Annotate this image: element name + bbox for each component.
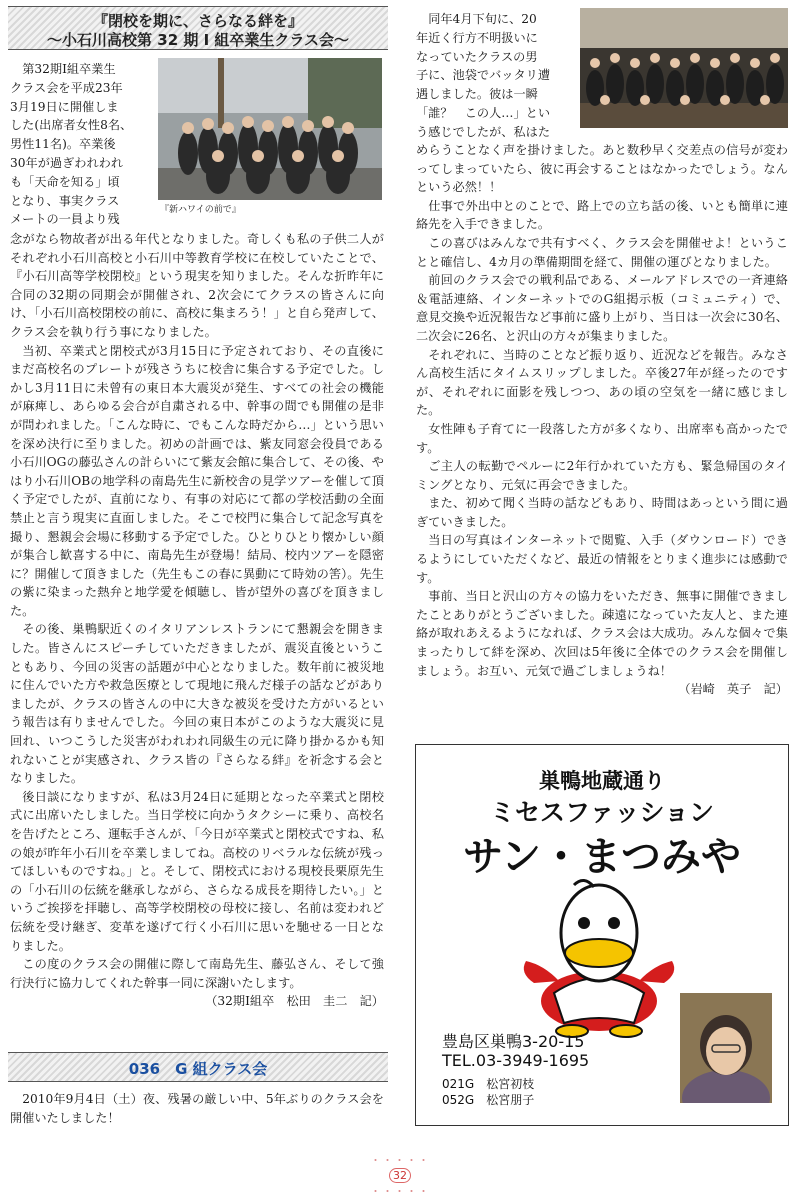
body-paragraph: その後、巣鴨駅近くのイタリアンレストランにて懇親会を開きました。皆さんにスピーチしていただきましたが、震災直後ということもあり、今回の災害の話題が中心となりました。数年前に被災地に住んでいた方や救急医療として現地に飛んだ様子の話などがありましたが、クラスの皆さんの中に大きな被災を受けた方がいるという報告は有りませんでした。今回の東日本がこのような大震災に見回れ、いつこうした災害がわれわれ同級生の元に降り掛かるかも知れないことが実感され、クラス皆の『さらなる絆』を祈念する会となりました。 — [10, 622, 384, 786]
intro-line: なっていたクラスの男 — [416, 49, 538, 64]
intro-line: となり、事実クラス — [10, 193, 120, 208]
portrait-illustration — [680, 993, 772, 1103]
intro-line: 3月19日に開催しま — [10, 99, 119, 114]
intro-line: 遇しました。彼は一瞬 — [416, 87, 538, 102]
body-paragraph: ご主人の転勤でペルーに2年行かれていた方も、緊急帰国のタイミングとなり、元気に再会できました。 — [416, 459, 788, 492]
intro-line: 30年が過ぎわれわれ — [10, 155, 124, 170]
article1-signature: （32期I組卒 松田 圭二 記） — [205, 994, 384, 1009]
owner-portrait — [680, 993, 772, 1103]
body-paragraph: 念がなら物故者が出る年代となりました。奇しくも私の子供二人がそれぞれ小石川高校と小石川中等教育学校に在校していたことで、『小石川高等学校閉校』という現実を知りました。そんな折昨年に合同の32期の同期会が開催され、2次会にてクラスの皆さんに向け、「小石川高校閉校の前に、高校に集まろう！」と自ら発声して、クラス会を執り行う事になりました。 — [10, 232, 384, 339]
shop-advertisement — [415, 744, 789, 1126]
article-title-line1: 『閉校を期に、さらなる絆を』 — [92, 12, 303, 30]
intro-line: 男性11名)。卒業後 — [10, 137, 116, 152]
article1-body — [10, 230, 384, 1011]
body-paragraph: 当初、卒業式と閉校式が3月15日に予定されており、その直後にまだ高校名のプレートが残さうちに校舎に集合する予定でした。しかし3月11日に未曾有の東日本大震災が発生、すべての社会の機能が麻痺し、あらゆる会合が自粛される中、幹事の間でも開催の是非が問われました。「こんな時に、でもこんな時だから…」という思いを深め決行に至りました。初めの計画では、紫友同窓会役員である小石川OGの藤弘さんの計らいにて紫友会館に集合して、その後、やはり小石川OBの地学科の南島先生に新校舎の見学ツアーを催して頂く予定でしたが、直前になり、有事の対応にて都の学校活動の全面禁止と言う現実に直面しました。そこで校門に集合して記念写真を撮り、懇親会会場に移動する予定でした。ひとりひとり懐かしい顔が集合し歓喜する中に、南島先生が登場！結局、校内ツアーを隠密に？開催して頂きました（先生もこの春に異動にて時効の筈）。先生の紫に染まった熱弁と地学愛を傾聴し、皆が望外の喜びを頂きました。 — [10, 343, 384, 618]
intro-line: う感じでしたが、私はた — [416, 124, 551, 139]
intro-line: 「誰？ この人…」とい — [416, 105, 551, 120]
group-photo-illustration — [158, 58, 382, 200]
intro-line: も「天命を知る」頃 — [10, 174, 120, 189]
article1-intro — [10, 60, 156, 229]
body-paragraph: 前回のクラス会での戦利品である、メールアドレスでの一斉連絡＆電話連絡、インターネットでのG組掲示板（コミュニティ）で、意見交換や近況報告など事前に盛り上がり、当日は一次会に30名、二次会に26名、と沢山の方々が集まりました。 — [416, 273, 788, 343]
photo-caption: 『新ハワイの前で』 — [160, 205, 241, 215]
body-paragraph: それぞれに、当時のことなど振り返り、近況などを報告。みなさん高校生活にタイムスリップしました。卒後27年が経ったのですが、それぞれに面影を残しつつ、あの頃の空気を一緒に感じました。 — [416, 347, 788, 418]
intro-line: 年近く行方不明扱いに — [416, 30, 538, 45]
article-title-line2: ～小石川高校第 32 期 I 組卒業生クラス会～ — [47, 31, 349, 49]
page-number: ・・・・・32・・・・・ — [370, 1154, 430, 1198]
body-paragraph: この喜びはみんなで共有すべく、クラス会を開催せよ！ということと確信し、4カ月の準備期間を経て、開催の運びとなりました。 — [416, 235, 788, 269]
ad-contact: 052G 松宮朋子 — [442, 1093, 535, 1107]
section-title-box — [8, 1052, 388, 1082]
ad-street-name: 巣鴨地蔵通り — [539, 769, 665, 793]
intro-line: 同年4月下旬に、20 — [428, 12, 537, 26]
intro-line: 第32期I組卒業生 — [22, 62, 116, 76]
intro-line: メートの一員より残 — [10, 212, 120, 227]
body-paragraph: 事前、当日と沢山の方々の協力をいただき、無事に開催できましたことありがとうございました。疎遠になっていた友人と、また連絡が取れあえるようになれば、クラス会は大成功。みんな個々で集まったりして絆を深め、次回は5年後に全体でのクラス会を開催しましょう。お互い、元気で過ごしましょうね！ — [416, 589, 788, 678]
body-paragraph: 当日の写真はインターネットで閲覧、入手（ダウンロード）できるようにしていただくなど、最近の情報をとりまく進歩には感動です。 — [416, 533, 788, 585]
body-paragraph: めらうことなく声を掛けました。あと数秒早く交差点の信号が変わってしまっていたら、彼に再会することはなかったでしょう。なんという必然！！ — [416, 143, 788, 195]
duck-mascot-icon — [514, 873, 684, 1038]
article2-cont-intro — [416, 10, 576, 142]
page-number-value: 32 — [389, 1168, 411, 1183]
body-paragraph: また、初めて聞く当時の話などもあり、時間はあっという間に過ぎていきました。 — [416, 496, 788, 529]
body-paragraph: 後日談になりますが、私は3月24日に延期となった卒業式と閉校式に出席いたしました。当日学校に向かうタクシーに乗り、高校名を告げたところ、運転手さんが、「今日が卒業式と閉校式ですね、私の娘が昨年小石川を卒業しましてね。高校のリベラルな伝統が残ってほしいものですね。」と。そして、閉校式における現校長栗原先生の「小石川の伝統を継承しながら、さらなる成長を期待したい。」というご挨拶を拝聴し、高等学校閉校の母校に接し、名前は変われど伝統を受け継ぎ、変革を遂げて行く小石川に思いを馳せる一日となりました。 — [10, 789, 384, 953]
class-reunion-photo — [158, 58, 382, 200]
body-paragraph: この度のクラス会の開催に際して南島先生、藤弘さん、そして強行決行に協力してくれた幹事一同に深謝いたします。 — [10, 957, 384, 990]
article2-body — [10, 1090, 384, 1127]
ad-address: 豊島区巣鴨3-20-15 — [442, 1032, 585, 1051]
body-paragraph: 2010年9月4日（土）夜、残暑の厳しい中、5年ぶりのクラス会を開催いたしました！ — [10, 1092, 384, 1125]
article2-cont-body — [416, 141, 788, 699]
intro-line: クラス会を平成23年 — [10, 80, 123, 95]
ad-contact: 021G 松宮初枝 — [442, 1077, 535, 1091]
ad-category: ミセスファッション — [489, 798, 714, 827]
ad-shop-name: サン・まつみや — [463, 834, 741, 880]
intro-line: 子に、池袋でバッタリ遭 — [416, 68, 551, 83]
ad-telephone: TEL.03-3949-1695 — [442, 1051, 590, 1070]
g-class-party-photo — [580, 8, 788, 128]
party-photo-illustration — [580, 8, 788, 128]
article2-signature: （岩崎 英子 記） — [678, 682, 788, 697]
article-title-box — [8, 6, 388, 50]
section-title: 036 G 組クラス会 — [128, 1060, 268, 1078]
body-paragraph: 女性陣も子育てに一段落した方が多くなり、出席率も高かったです。 — [416, 421, 788, 455]
body-paragraph: 仕事で外出中とのことで、路上での立ち話の後、いとも簡単に連絡先を入手できました。 — [416, 198, 788, 232]
intro-line: した(出席者女性8名、 — [10, 118, 133, 133]
